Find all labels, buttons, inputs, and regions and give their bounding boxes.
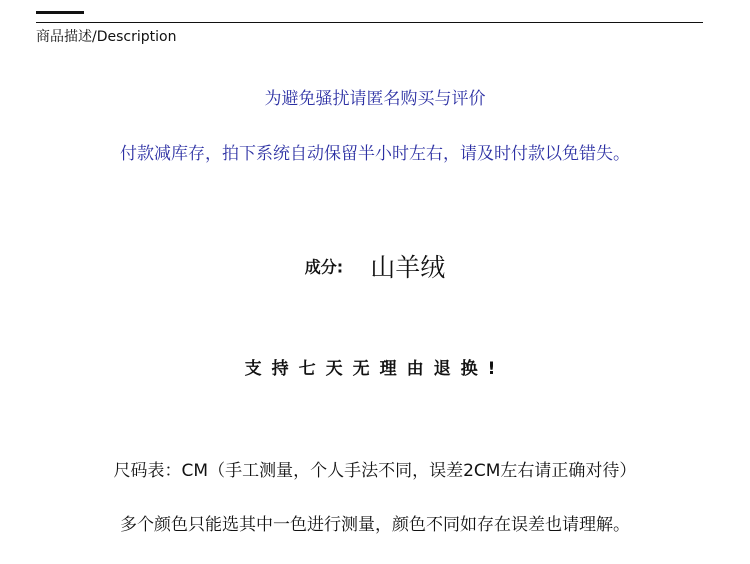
section-title: 商品描述/Description: [36, 29, 177, 45]
material-row: [0, 248, 750, 284]
return-policy: 支持七天无理由退换!: [244, 359, 506, 379]
header-divider: [36, 22, 703, 23]
payment-reservation-notice: 付款减库存，拍下系统自动保留半小时左右，请及时付款以免错失。: [120, 144, 630, 164]
header-accent-bar: [36, 11, 84, 14]
size-chart-note: 尺码表：CM（手工测量，个人手法不同，误差2CM左右请正确对待）: [113, 461, 637, 481]
material-label: 成分:: [304, 257, 344, 277]
color-measurement-note: 多个颜色只能选其中一色进行测量，颜色不同如存在误差也请理解。: [120, 515, 630, 535]
material-value: 山羊绒: [370, 253, 446, 282]
anonymous-purchase-notice: 为避免骚扰请匿名购买与评价: [264, 89, 486, 109]
